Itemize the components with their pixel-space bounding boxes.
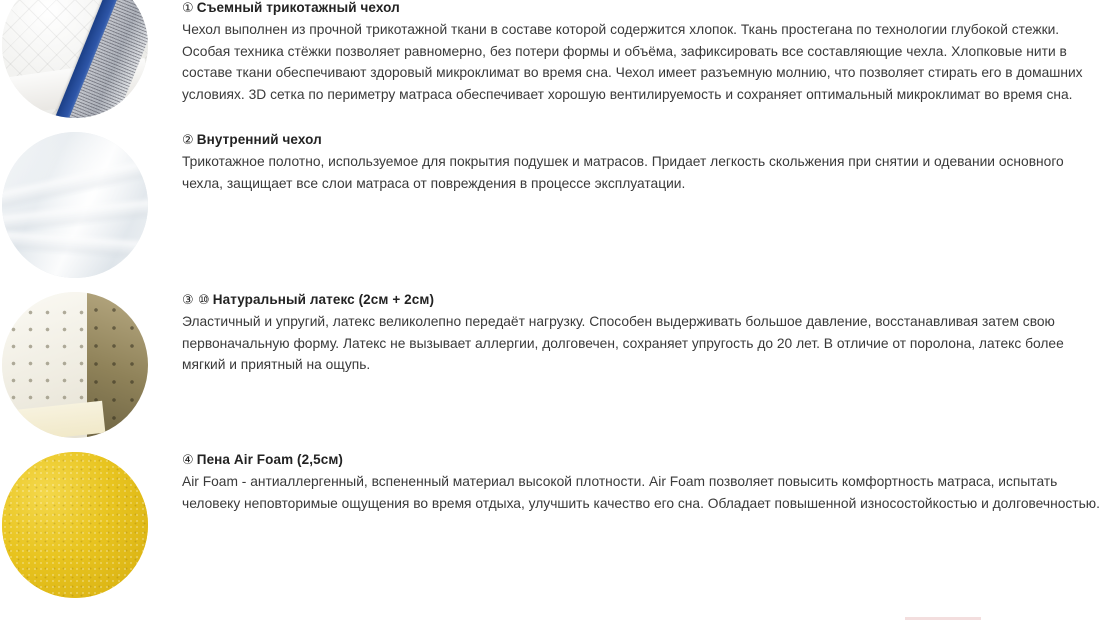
layer-marker: ① [182,1,194,16]
layer-title-text: Внутренний чехол [196,132,322,147]
layer-title [182,292,1101,308]
decorative-rule [905,617,981,620]
foam-grain-texture [2,452,148,598]
layer-item [0,0,1101,118]
inner-cover-photo [2,132,148,278]
quilted-cover-photo [2,0,148,118]
layer-thumbnail-column [0,292,182,438]
layer-thumbnail-column [0,132,182,278]
layer-marker: ④ [182,453,194,468]
layer-description: Трикотажное полотно, используемое для покрытия подушек и матрасов. Придает легкость скольжения при снятии и одевании основного чехла, защищает все слои матраса от повреждения в процессе эксплуатации. [182,154,1064,191]
layer-thumbnail-column [0,452,182,598]
layer-thumbnail-column [0,0,182,118]
layer-marker: ② [182,133,194,148]
layer-title-text: Пена Air Foam (2,5см) [196,452,344,467]
layer-marker: ③ ⑩ [182,293,210,308]
layer-text-column [182,292,1101,376]
layer-title [182,132,1101,148]
layer-text-column [182,452,1101,514]
layer-description: Эластичный и упругий, латекс великолепно передаёт нагрузку. Способен выдерживать большое давление, восстанавливая затем свою первоначальную форму. Латекс не вызывает аллергии, долговечен, сохраняет упругость до 20 лет. В отличие от поролона, латекс более мягкий и приятный на ощупь. [182,314,1064,372]
layer-text-column [182,132,1101,194]
layer-title [182,0,1101,16]
layer-title-text: Натуральный латекс (2см + 2см) [212,292,435,307]
layer-title [182,452,1101,468]
layer-title-text: Съемный трикотажный чехол [196,0,400,15]
layer-text-column [182,0,1101,105]
layer-item [0,132,1101,278]
air-foam-photo [2,452,148,598]
layer-item [0,452,1101,598]
layer-item [0,292,1101,438]
layer-description: Чехол выполнен из прочной трикотажной ткани в составе которой содержится хлопок. Ткань простегана по технологии глубокой стежки. Особая техника стёжки позволяет равномерно, без потери формы и объёма, зафиксировать все составляющие чехла. Хлопковые нити в составе ткани обеспечивают здоровый микроклимат во время сна. Чехол имеет разъемную молнию, что позволяет стирать его в домашних условиях. 3D сетка по периметру матраса обеспечивает хорошую вентилируемость и сохраняет оптимальный микроклимат во время сна. [182,22,1083,102]
natural-latex-photo [2,292,148,438]
layer-description: Air Foam - антиаллергенный, вспененный материал высокой плотности. Air Foam позволяет повысить комфортность матраса, испытать человеку неповторимые ощущения во время отдыха, улучшить качество его сна. Обладает повышенной износостойкостью и долговечностью. [182,474,1100,511]
